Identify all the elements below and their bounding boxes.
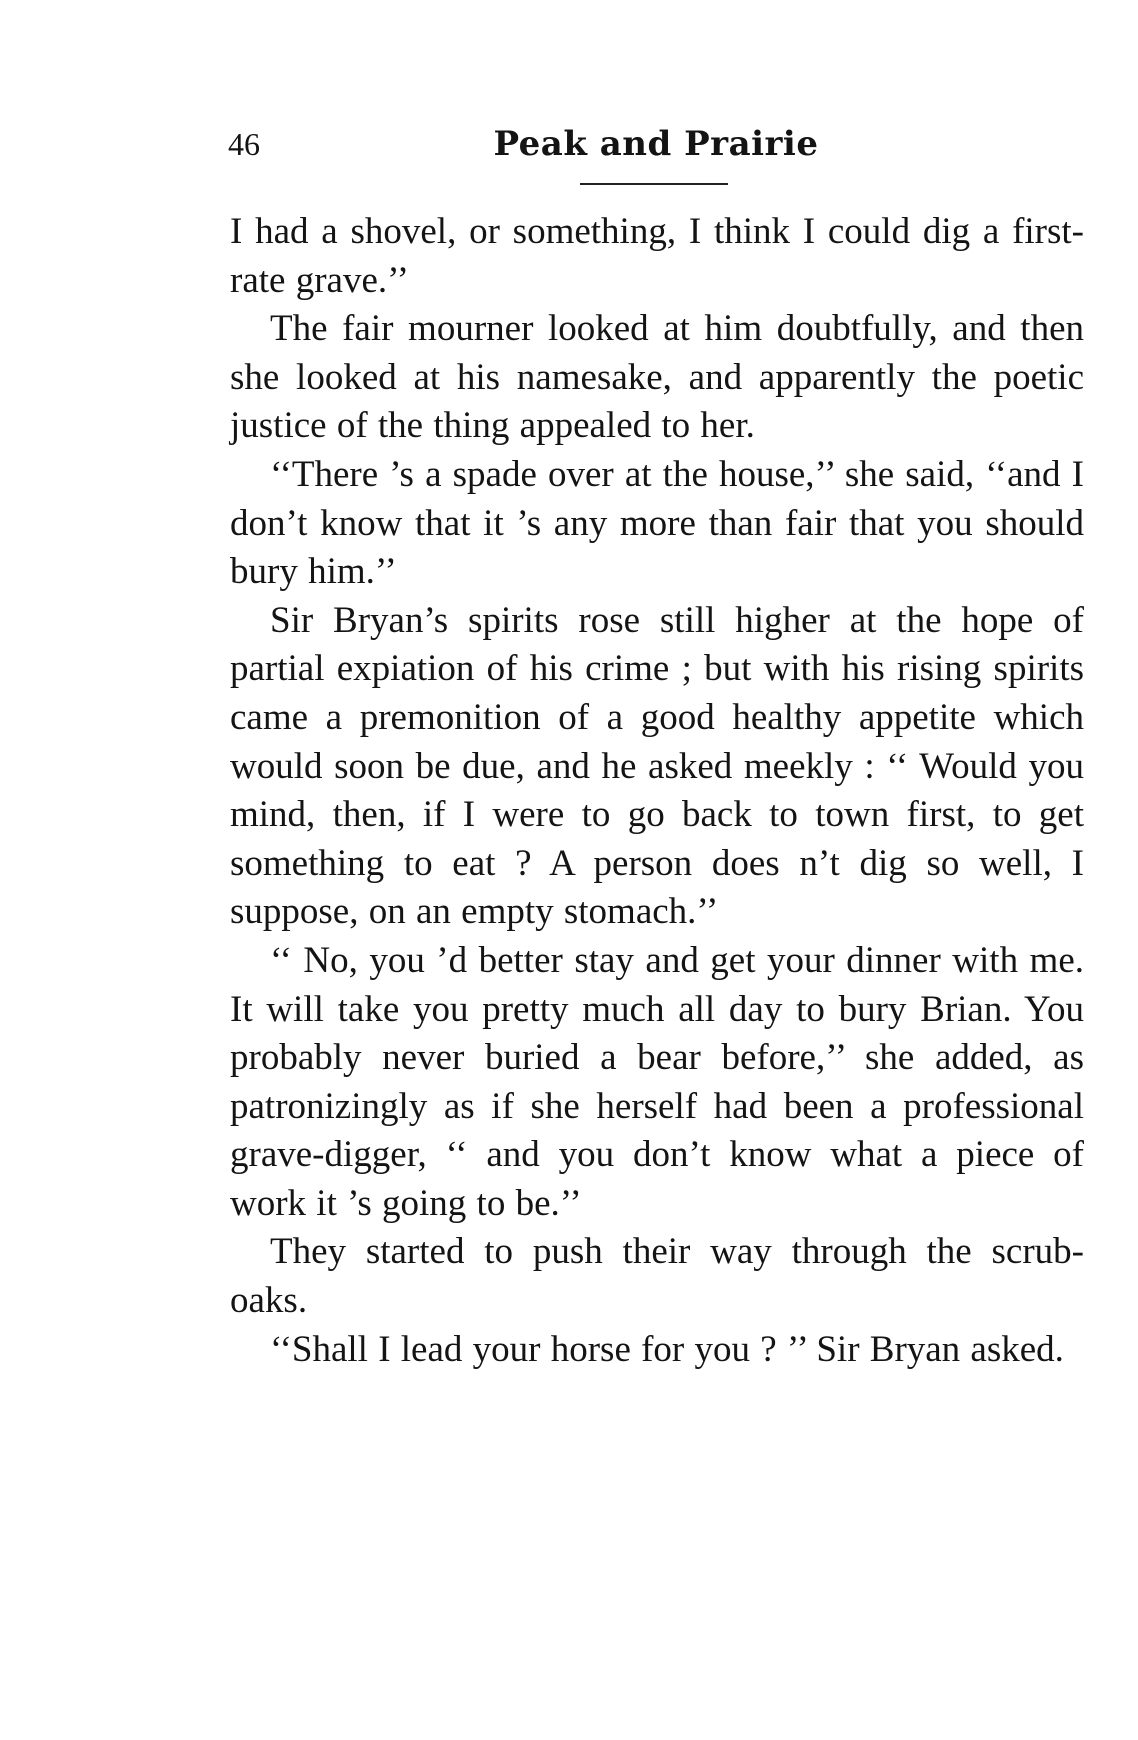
paragraph: ‘‘ No, you ’d better stay and get your dinner with me. It will take you pretty much all day to bury Brian. You probably never buried a bear before,’’ she added, as patronizingly as if she herself had been a professional grave-digger, ‘‘ and you don’t know what a piece of work it ’s going to be.’’: [230, 939, 1084, 1224]
paragraph: ‘‘Shall I lead your horse for you ? ’’ Sir Bryan asked.: [270, 1328, 1064, 1370]
title-underline-rule: [580, 183, 728, 185]
paragraph: The fair mourner looked at him doubtfully, and then she looked at his namesake, and apparently the poetic justice of the thing appealed to her.: [230, 308, 1084, 447]
running-head: [228, 124, 1084, 180]
book-title: Peak and Prairie: [493, 124, 819, 164]
page-number: 46: [228, 126, 260, 162]
body-text: [230, 208, 1084, 1374]
paragraph: ‘‘There ’s a spade over at the house,’’ she said, ‘‘and I don’t know that it ’s any more than fair that you should bury him.’’: [230, 453, 1084, 593]
paragraph: They started to push their way through the scrub-oaks.: [230, 1231, 1084, 1322]
paragraph: I had a shovel, or something, I think I could dig a first-rate grave.’’: [230, 211, 1084, 301]
paragraph: Sir Bryan’s spirits rose still higher at the hope of partial expiation of his crime ; but with his rising spirits came a premonition of a good healthy appetite which would soon be due, and he asked meekly : ‘‘ Would you mind, then, if I were to go back to town first, to get something to eat ? A person does n’t dig so well, I suppose, on an empty stomach.’’: [230, 599, 1084, 933]
